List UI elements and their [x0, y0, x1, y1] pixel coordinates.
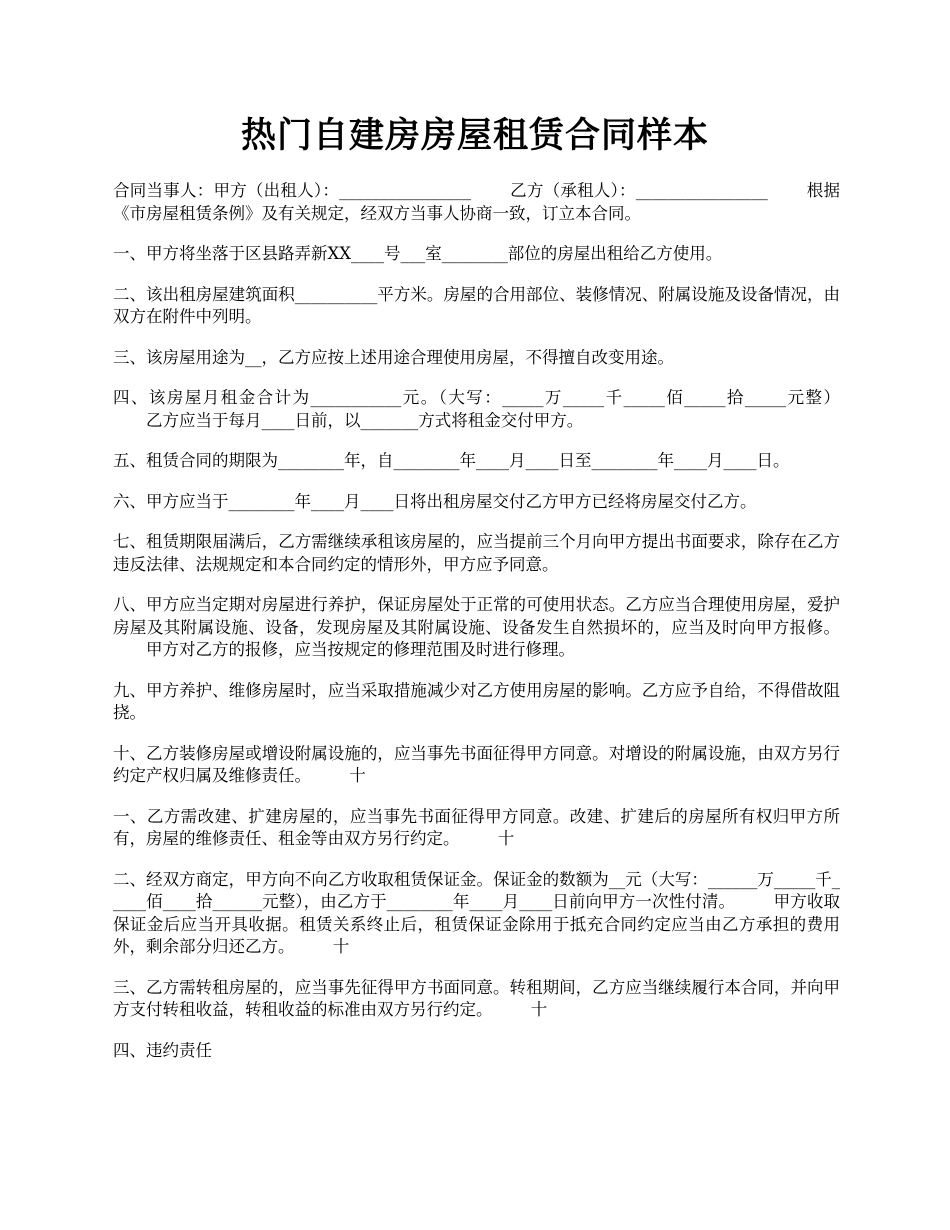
- paragraph-clause-2: 二、该出租房屋建筑面积__________平方米。房屋的合用部位、装修情况、附属设施及设备情况，由双方在附件中列明。: [113, 284, 840, 326]
- paragraph-clause-5: 五、租赁合同的期限为________年，自________年____月____日至________年____月____日。: [113, 451, 790, 470]
- paragraph-clause-6: 六、甲方应当于________年____月____日将出租房屋交付乙方甲方已经将房屋交付乙方。: [113, 491, 757, 511]
- document-title: 热门自建房房屋租赁合同样本: [240, 115, 709, 156]
- paragraph-clause-8: 八、甲方应当定期对房屋进行养护，保证房屋处于正常的可使用状态。乙方应当合理使用房屋，爱护房屋及其附属设施、设备，发现房屋及其附属设施、设备发生自然损坏的，应当及时向甲方报修。 甲方对乙方的报修，应当按规定的修理范围及时进行修理。: [113, 595, 840, 659]
- paragraph-clause-4: 四、该房屋月租金合计为___________元。（大写：_____万_____千_____佰_____拾_____元整） 乙方应当于每月____日前，以_______方式将租金交付甲方。: [113, 388, 840, 430]
- paragraph-clause-7: 七、租赁期限届满后，乙方需继续承租该房屋的，应当提前三个月向甲方提出书面要求，除存在乙方违反法律、法规规定和本合同约定的情形外，甲方应予同意。: [113, 532, 840, 574]
- paragraph-clause-11: 一、乙方需改建、扩建房屋的，应当事先书面征得甲方同意。改建、扩建后的房屋所有权归甲方所有，房屋的维修责任、租金等由双方另行约定。 十: [113, 806, 840, 848]
- paragraph-clause-13: 三、乙方需转租房屋的，应当事先征得甲方书面同意。转租期间，乙方应当继续履行本合同，并向甲方支付转租收益，转租收益的标准由双方另行约定。 十: [113, 977, 840, 1019]
- paragraph-clause-12: 二、经双方商定，甲方向不向乙方收取租赁保证金。保证金的数额为__元（大写：______万_____千_____佰____拾______元整），由乙方于________年____月____日前向甲方一次性付清。 甲方收取保证金后应当开具收据。租赁关系终止后，租赁保证金除用于抵充合同约定应当由乙方承担的费用外，剩余部分归还乙方。 十: [113, 869, 840, 956]
- paragraph-clause-14: 四、违约责任: [113, 1040, 212, 1060]
- paragraph-clause-10: 十、乙方装修房屋或增设附属设施的，应当事先书面征得甲方同意。对增设的附属设施，由双方另行约定产权归属及维修责任。 十: [113, 743, 840, 785]
- document-body: [113, 180, 840, 1080]
- paragraph-clause-3: 三、该房屋用途为__，乙方应按上述用途合理使用房屋，不得擅自改变用途。: [113, 347, 674, 367]
- paragraph-parties: 合同当事人：甲方（出租人）：________________ 乙方（承租人）：________________ 根据《市房屋租赁条例》及有关规定，经双方当事人协商一致，订立本合同。: [113, 181, 840, 223]
- paragraph-clause-1: 一、甲方将坐落于区县路弄新XX____号___室________部位的房屋出租给乙方使用。: [113, 244, 723, 263]
- paragraph-clause-9: 九、甲方养护、维修房屋时，应当采取措施减少对乙方使用房屋的影响。乙方应予自给，不得借故阻挠。: [113, 680, 840, 722]
